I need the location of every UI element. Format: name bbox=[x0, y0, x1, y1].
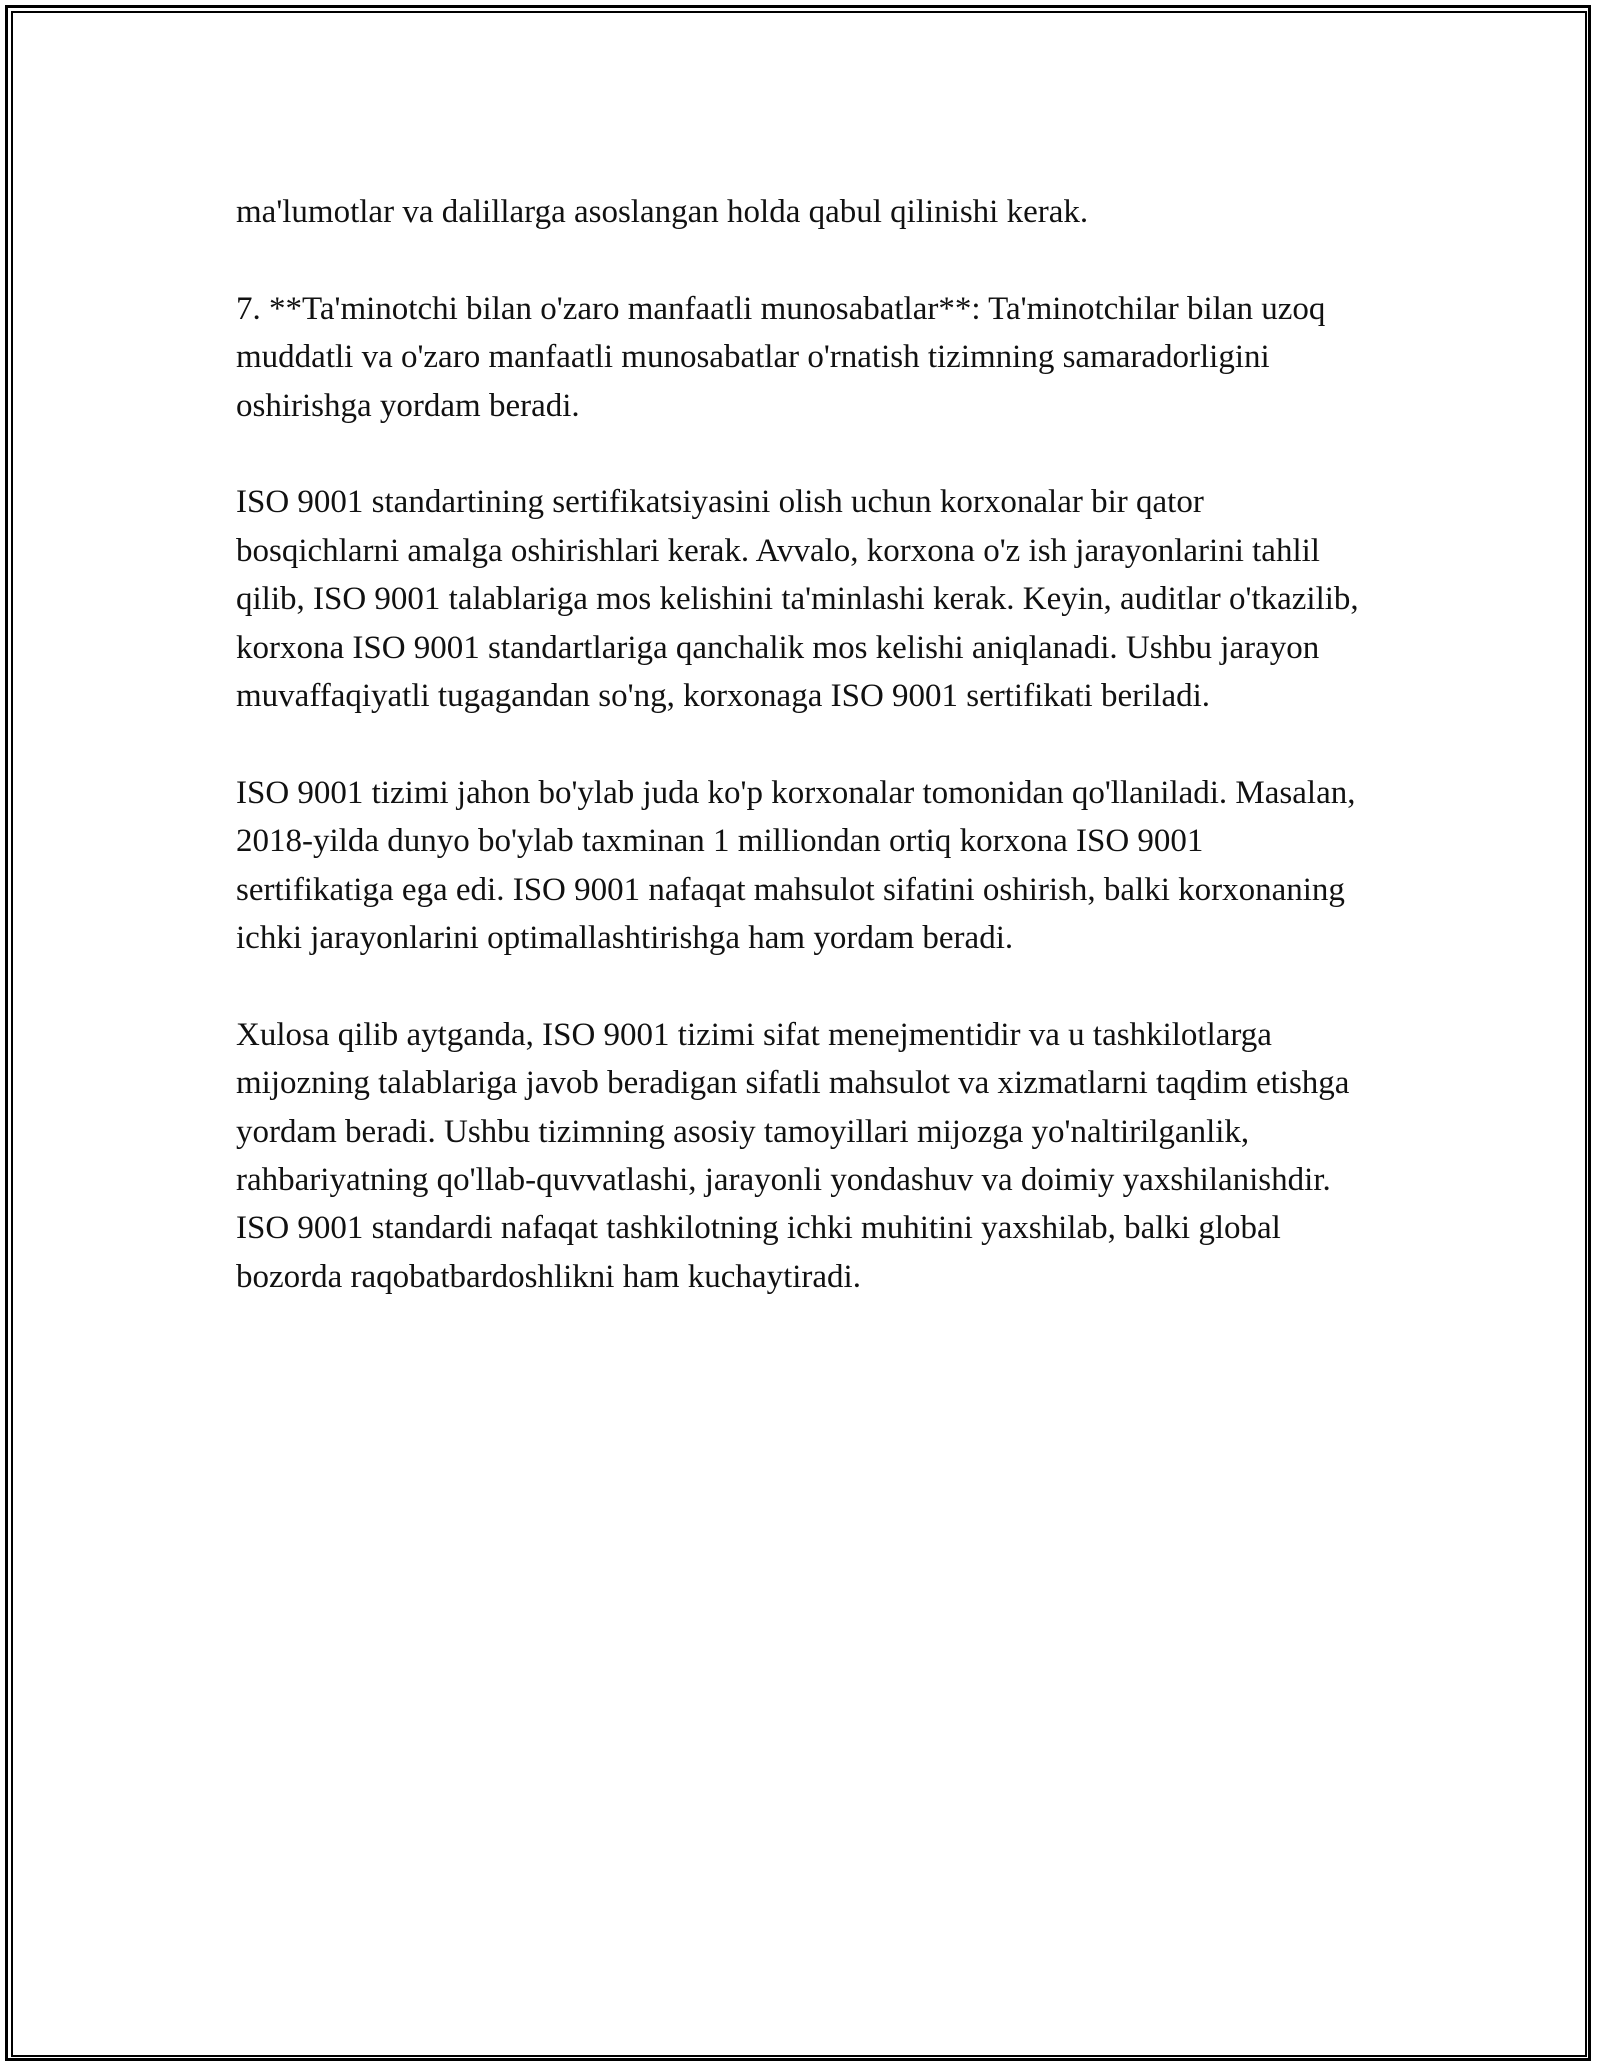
paragraph-worldwide-usage: ISO 9001 tizimi jahon bo'ylab juda ko'p korxonalar tomonidan qo'llaniladi. Masalan, 2018-yilda dunyo bo'ylab taxminan 1 milliondan ortiq korxona ISO 9001 sertifikatiga ega edi. ISO 9001 nafaqat mahsulot sifatini oshirish, balki korxonaning ichki jarayonlarini optimallashtirishga ham yordam beradi. bbox=[236, 774, 1356, 957]
paragraph-certification: ISO 9001 standartining sertifikatsiyasini olish uchun korxonalar bir qator bosqichlarni amalga oshirishlari kerak. Avvalo, korxona o'z ish jarayonlarini tahlil qilib, ISO 9001 talablariga mos kelishini ta'minlashi kerak. Keyin, auditlar o'tkazilib, korxona ISO 9001 standartlariga qanchalik mos kelishi aniqlanadi. Ushbu jarayon muvaffaqiyatli tugagandan so'ng, korxonaga ISO 9001 sertifikati beriladi. bbox=[236, 484, 1359, 715]
paragraph-conclusion: Xulosa qilib aytganda, ISO 9001 tizimi sifat menejmentidir va u tashkilotlarga mijozning talablariga javob beradigan sifatli mahsulot va xizmatlarni taqdim etishga yordam beradi. Ushbu tizimning asosiy tamoyillari mijozga yo'naltirilganlik, rahbariyatning qo'llab-quvvatlashi, jarayonli yondashuv va doimiy yaxshilanishdir. ISO 9001 standardi nafaqat tashkilotning ichki muhitini yaxshilab, balki global bozorda raqobatbardoshlikni ham kuchaytiradi. bbox=[236, 1016, 1350, 1295]
paragraph-supplier-relations: 7. **Ta'minotchi bilan o'zaro manfaatli munosabatlar**: Ta'minotchilar bilan uzoq muddatli va o'zaro manfaatli munosabatlar o'rnatish tizimning samaradorligini oshirishga yordam beradi. bbox=[236, 290, 1326, 424]
paragraph-continuation: ma'lumotlar va dalillarga asoslangan holda qabul qilinishi kerak. bbox=[236, 194, 1089, 230]
document-body bbox=[236, 188, 1366, 1350]
